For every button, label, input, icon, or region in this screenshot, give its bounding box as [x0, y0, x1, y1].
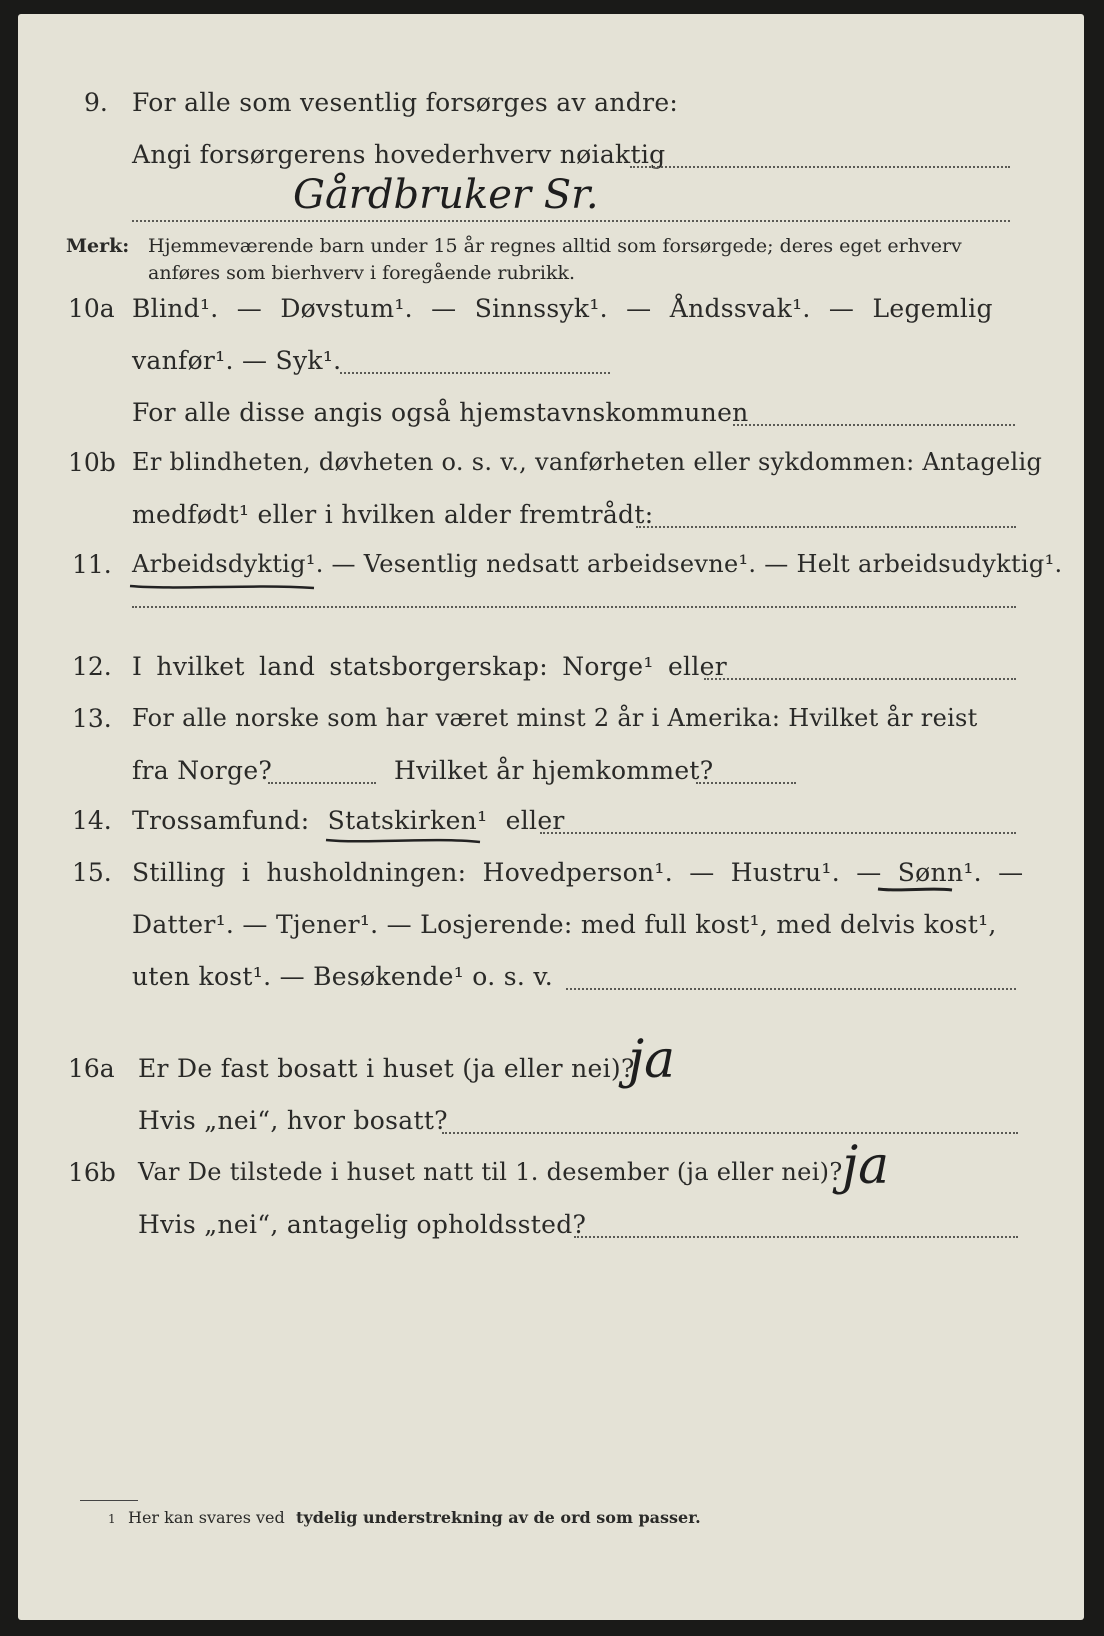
q11-line1: Arbeidsdyktig¹. — Vesentlig nedsatt arbeidsevne¹. — Helt arbeidsudyktig¹. [132, 550, 1063, 578]
q15-number: 15. [72, 858, 112, 887]
q11-answer-line [132, 606, 1016, 608]
footnote-mark: 1 [108, 1512, 116, 1526]
q11-number: 11. [72, 550, 112, 579]
q16a-answer-line [442, 1132, 1018, 1134]
merk-line1: Hjemmeværende barn under 15 år regnes alltid som forsørgede; deres eget erhverv [148, 235, 962, 257]
q10a-line3: For alle disse angis også hjemstavnskommunen [132, 398, 749, 427]
q10b-line2: medfødt¹ eller i hvilken alder fremtrådt: [132, 500, 654, 529]
q9-line2: Angi forsørgerens hovederhverv nøiaktig [132, 140, 666, 169]
q13-reist-line [268, 782, 376, 784]
q10a-line2: vanfør¹. — Syk¹. [132, 346, 342, 375]
q16a-line1: Er De fast bosatt i huset (ja eller nei)? [138, 1054, 635, 1083]
q15-underline-mark [876, 884, 956, 896]
footnote-text-b: tydelig understrekning av de ord som passer. [296, 1508, 701, 1527]
q16a-handwritten-answer: ja [628, 1030, 676, 1090]
q10b-answer-line [636, 526, 1016, 528]
footnote-rule [80, 1500, 138, 1501]
q12-answer-line [704, 678, 1016, 680]
q13-line1: For alle norske som har været minst 2 år i Amerika: Hvilket år reist [132, 704, 978, 732]
q9-line1: For alle som vesentlig forsørges av andre: [132, 88, 679, 117]
census-form-page [18, 14, 1084, 1620]
q9-number: 9. [84, 88, 108, 117]
q12-line1: I hvilket land statsborgerskap: Norge¹ eller [132, 652, 727, 681]
q16b-line2: Hvis „nei“, antagelig opholdssted? [138, 1210, 587, 1239]
q16b-line1: Var De tilstede i huset natt til 1. desember (ja eller nei)? [138, 1158, 843, 1186]
q13-hjemkommet-line [696, 782, 796, 784]
q16b-handwritten-answer: ja [842, 1136, 890, 1196]
q13-number: 13. [72, 704, 112, 733]
merk-label: Merk: [66, 235, 130, 257]
q14-answer-line [540, 832, 1016, 834]
q15-line1: Stilling i husholdningen: Hovedperson¹. — Hustru¹. — Sønn¹. — [132, 858, 1024, 887]
merk-line2: anføres som bierhverv i foregående rubrikk. [148, 262, 576, 284]
q16a-number: 16a [68, 1054, 115, 1083]
q10a-line1: Blind¹. — Døvstum¹. — Sinnssyk¹. — Åndssvak¹. — Legemlig [132, 294, 993, 323]
q9-handwritten-answer: Gårdbruker Sr. [293, 172, 599, 218]
q13-line2b: Hvilket år hjemkommet? [394, 756, 714, 785]
q15-line3: uten kost¹. — Besøkende¹ o. s. v. [132, 962, 554, 991]
q16a-line2: Hvis „nei“, hvor bosatt? [138, 1106, 448, 1135]
q10a-syk-line [340, 372, 610, 374]
q9-answer-line2 [132, 220, 1010, 222]
q14-underline-mark [324, 834, 484, 848]
q14-number: 14. [72, 806, 112, 835]
q16b-number: 16b [68, 1158, 116, 1187]
q12-number: 12. [72, 652, 112, 681]
q14-line1: Trossamfund: Statskirken¹ eller [132, 806, 565, 835]
q11-underline-mark [128, 580, 318, 594]
q10a-kommune-line [733, 424, 1015, 426]
footnote-text-a: Her kan svares ved [128, 1508, 285, 1527]
q9-answer-line [630, 166, 1010, 168]
q15-line2: Datter¹. — Tjener¹. — Losjerende: med full kost¹, med delvis kost¹, [132, 910, 997, 939]
q10a-number: 10a [68, 294, 115, 323]
q16b-answer-line [574, 1236, 1018, 1238]
q13-line2a: fra Norge? [132, 756, 273, 785]
q15-answer-line [566, 988, 1016, 990]
q10b-number: 10b [68, 448, 116, 477]
q10b-line1: Er blindheten, døvheten o. s. v., vanførheten eller sykdommen: Antagelig [132, 448, 1043, 476]
